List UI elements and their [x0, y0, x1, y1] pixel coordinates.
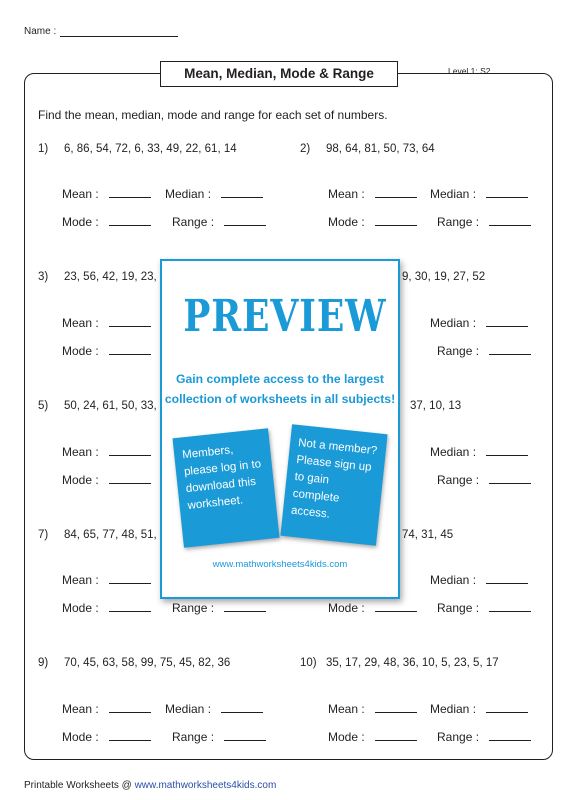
answer-blank[interactable] [109, 600, 151, 612]
range-answer-7 [172, 600, 266, 615]
mean-answer-5 [62, 444, 151, 459]
answer-blank[interactable] [109, 186, 151, 198]
range-label: Range : [437, 344, 480, 358]
mean-label: Mean : [62, 187, 99, 201]
problem-6-partial [410, 400, 461, 412]
problem-5 [38, 400, 157, 412]
problem-data: 35, 17, 29, 48, 36, 10, 5, 23, 5, 17 [326, 657, 499, 669]
answer-blank[interactable] [224, 214, 266, 226]
median-answer-10 [430, 701, 528, 716]
mode-answer-7 [62, 600, 151, 615]
answer-blank[interactable] [221, 701, 263, 713]
problem-data: 70, 45, 63, 58, 99, 75, 45, 82, 36 [64, 657, 231, 669]
answer-blank[interactable] [489, 729, 531, 741]
worksheet-title: Mean, Median, Mode & Range [160, 61, 398, 87]
answer-blank[interactable] [109, 701, 151, 713]
signup-card[interactable]: Not a member? Please sign up to gain complete access. [280, 424, 387, 545]
range-label: Range : [437, 473, 480, 487]
name-field [24, 26, 178, 37]
mode-answer-10 [328, 729, 417, 744]
answer-blank[interactable] [109, 472, 151, 484]
level-label: Level 1: S2 [448, 66, 491, 76]
range-label: Range : [437, 215, 480, 229]
answer-blank[interactable] [109, 315, 151, 327]
answer-blank[interactable] [486, 444, 528, 456]
range-answer-6 [437, 472, 531, 487]
answer-blank[interactable] [109, 572, 151, 584]
problem-2 [300, 143, 435, 155]
problem-number: 5) [38, 400, 49, 412]
mean-answer-10 [328, 701, 417, 716]
answer-blank[interactable] [489, 472, 531, 484]
mode-label: Mode : [62, 344, 99, 358]
problem-data: 98, 64, 81, 50, 73, 64 [326, 143, 435, 155]
range-answer-4 [437, 343, 531, 358]
answer-blank[interactable] [486, 572, 528, 584]
problem-data: 37, 10, 13 [410, 400, 462, 412]
problem-4-partial [402, 271, 485, 283]
median-answer-6 [430, 444, 528, 459]
problem-data: 50, 24, 61, 50, 33, [64, 400, 157, 412]
median-answer-1 [165, 186, 263, 201]
median-label: Median : [430, 445, 477, 459]
range-answer-1 [172, 214, 266, 229]
problem-number: 3) [38, 271, 49, 283]
median-label: Median : [430, 573, 477, 587]
answer-blank[interactable] [375, 214, 417, 226]
answer-blank[interactable] [109, 444, 151, 456]
median-answer-2 [430, 186, 528, 201]
mode-answer-3 [62, 343, 151, 358]
range-label: Range : [437, 730, 480, 744]
range-answer-9 [172, 729, 266, 744]
mean-answer-2 [328, 186, 417, 201]
answer-blank[interactable] [375, 600, 417, 612]
mode-answer-8 [328, 600, 417, 615]
answer-blank[interactable] [109, 729, 151, 741]
mean-label: Mean : [62, 445, 99, 459]
answer-blank[interactable] [224, 600, 266, 612]
problem-data: 6, 86, 54, 72, 6, 33, 49, 22, 61, 14 [64, 143, 237, 155]
mode-label: Mode : [62, 473, 99, 487]
problem-number: 9) [38, 657, 49, 669]
answer-blank[interactable] [375, 186, 417, 198]
problem-1 [38, 143, 237, 155]
answer-blank[interactable] [375, 729, 417, 741]
preview-message [162, 369, 398, 409]
mode-answer-5 [62, 472, 151, 487]
mean-label: Mean : [328, 187, 365, 201]
mean-label: Mean : [62, 316, 99, 330]
answer-blank[interactable] [109, 214, 151, 226]
preview-line-2: collection of worksheets in all subjects! [164, 392, 396, 406]
median-label: Median : [165, 702, 212, 716]
median-label: Median : [165, 187, 212, 201]
mean-label: Mean : [328, 702, 365, 716]
name-label: Name : [24, 26, 57, 37]
mean-label: Mean : [62, 702, 99, 716]
range-label: Range : [172, 730, 215, 744]
answer-blank[interactable] [489, 214, 531, 226]
answer-blank[interactable] [489, 343, 531, 355]
median-answer-4 [430, 315, 528, 330]
answer-blank[interactable] [109, 343, 151, 355]
problem-data: 74, 31, 45 [402, 529, 454, 541]
median-label: Median : [430, 187, 477, 201]
problem-9 [38, 657, 230, 669]
problem-number: 7) [38, 529, 49, 541]
range-label: Range : [172, 215, 215, 229]
range-answer-8 [437, 600, 531, 615]
mean-answer-1 [62, 186, 151, 201]
range-label: Range : [172, 601, 215, 615]
preview-title: PREVIEW [183, 291, 387, 342]
median-answer-9 [165, 701, 263, 716]
range-label: Range : [437, 601, 480, 615]
answer-blank[interactable] [221, 186, 263, 198]
answer-blank[interactable] [224, 729, 266, 741]
median-label: Median : [430, 702, 477, 716]
mode-answer-1 [62, 214, 151, 229]
answer-blank[interactable] [375, 701, 417, 713]
problem-number: 10) [300, 657, 317, 669]
problem-7 [38, 529, 157, 541]
mode-label: Mode : [62, 215, 99, 229]
answer-blank[interactable] [486, 701, 528, 713]
mode-answer-2 [328, 214, 417, 229]
mean-answer-9 [62, 701, 151, 716]
problem-number: 2) [300, 143, 311, 155]
range-answer-2 [437, 214, 531, 229]
answer-blank[interactable] [486, 315, 528, 327]
answer-blank[interactable] [486, 186, 528, 198]
mode-label: Mode : [328, 601, 365, 615]
name-line [60, 27, 178, 37]
mean-answer-3 [62, 315, 151, 330]
mean-answer-7 [62, 572, 151, 587]
footer-site-link[interactable]: www.mathworksheets4kids.com [134, 780, 277, 791]
members-login-card[interactable]: Members, please log in to download this worksheet. [173, 428, 280, 547]
problem-data: 84, 65, 77, 48, 51, [64, 529, 157, 541]
mode-answer-9 [62, 729, 151, 744]
problem-number: 1) [38, 143, 49, 155]
preview-line-1: Gain complete access to the largest [176, 372, 384, 386]
problem-data: 9, 30, 19, 27, 52 [402, 271, 486, 283]
range-answer-10 [437, 729, 531, 744]
problem-3 [38, 271, 157, 283]
problem-8-partial [402, 529, 453, 541]
footer [24, 780, 276, 791]
mode-label: Mode : [328, 730, 365, 744]
mode-label: Mode : [328, 215, 365, 229]
median-label: Median : [430, 316, 477, 330]
instruction-text: Find the mean, median, mode and range for each set of numbers. [38, 108, 388, 122]
answer-blank[interactable] [489, 600, 531, 612]
footer-prefix: Printable Worksheets @ [24, 780, 135, 791]
problem-10 [300, 657, 499, 669]
mean-label: Mean : [62, 573, 99, 587]
preview-url-link[interactable]: www.mathworksheets4kids.com [212, 559, 348, 570]
mode-label: Mode : [62, 730, 99, 744]
preview-overlay [160, 259, 400, 599]
problem-data: 23, 56, 42, 19, 23, [64, 271, 157, 283]
mode-label: Mode : [62, 601, 99, 615]
median-answer-8 [430, 572, 528, 587]
